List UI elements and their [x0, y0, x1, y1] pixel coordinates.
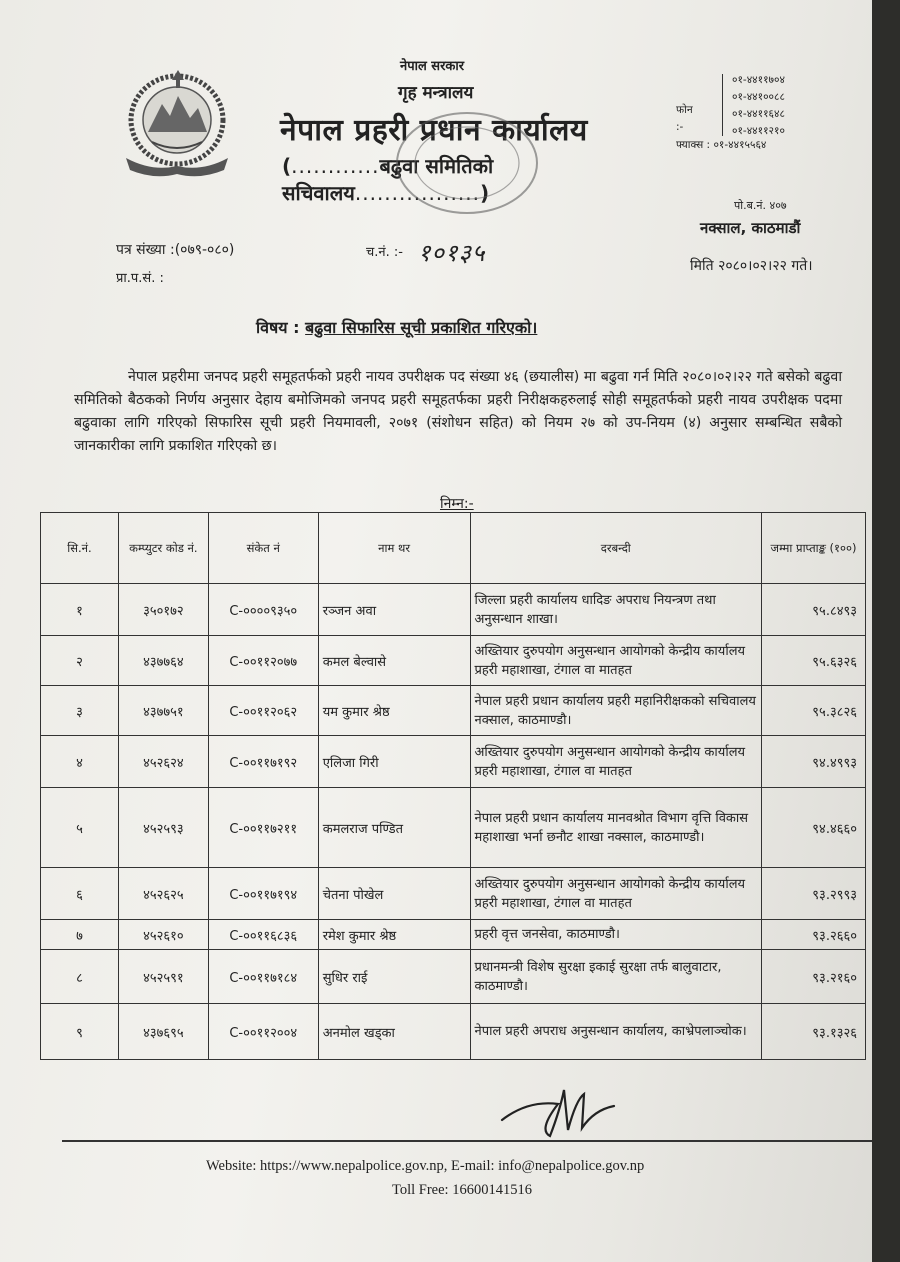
cell-symbol: C-००११६८३६ [208, 920, 318, 950]
header-computer-code: कम्प्युटर कोड नं. [118, 513, 208, 584]
cell-code: ४३७७५१ [118, 686, 208, 736]
footer-website: Website: https://www.nepalpolice.gov.np, E-mail: info@nepalpolice.gov.np [206, 1158, 645, 1174]
table-row [41, 1004, 866, 1060]
po-box: पो.ब.नं. ४०७ [734, 199, 787, 212]
date-value: २०८०।०२।२२ गते। [718, 258, 813, 274]
fax-number: ०१-४४१५५६४ [713, 139, 767, 151]
nepal-emblem-icon [112, 62, 242, 182]
cell-name: रञ्जन अवा [318, 584, 470, 636]
letter-date [690, 256, 813, 275]
phone-label: फोन :- [676, 104, 693, 133]
cell-name: चेतना पोखेल [318, 868, 470, 920]
table-row [41, 636, 866, 686]
cell-name: कमल बेल्वासे [318, 636, 470, 686]
cell-posting: अख्तियार दुरुपयोग अनुसन्धान आयोगको केन्द्रीय कार्यालय प्रहरी महाशाखा, टंगाल वा मातहत [470, 736, 762, 788]
table-row [41, 736, 866, 788]
cell-marks: ९५.८४९३ [762, 584, 866, 636]
secretariat-line: (............बढुवा समितिको सचिवालय.................) [282, 154, 494, 205]
cell-name: अनमोल खड्का [318, 1004, 470, 1060]
cell-symbol: C-००११२००४ [208, 1004, 318, 1060]
body-paragraph [74, 366, 842, 458]
list-heading: निम्न:- [440, 496, 474, 512]
reference-number [116, 240, 234, 259]
body-text: नेपाल प्रहरीमा जनपद प्रहरी समूहतर्फको प्रहरी नायव उपरीक्षक पद संख्या ४६ (छयालीस) मा बढुवा गर्न मिति २०८०।०२।२२ गते बसेको बढुवा समितिको बैठकको निर्णय अनुसार देहाय बमोजिमको जनपद प्रहरी समूहतर्फका प्रहरी निरीक्षकहरुलाई सोही समूहतर्फको प्रहरी नायव उपरीक्षक पदमा बढुवाका लागि गरिएको सिफारिस सूची प्रहरी नियमावली, २०७१ (संशोधन सहित) को नियम २७ को उप-नियम (४) अनुसार सम्बन्धित सबैको जानकारीका लागि प्रकाशित गरिएको छ। [74, 369, 842, 454]
cell-name: रमेश कुमार श्रेष्ठ [318, 920, 470, 950]
recommendation-table [40, 512, 866, 1060]
cell-name: कमलराज पण्डित [318, 788, 470, 868]
cell-symbol: C-००११७१८४ [208, 950, 318, 1004]
cell-marks: ९३.२६६० [762, 920, 866, 950]
subject-text: बढुवा सिफारिस सूची प्रकाशित गरिएको। [305, 318, 538, 337]
cell-symbol: C-००११२०६२ [208, 686, 318, 736]
background-edge [872, 0, 900, 1262]
cell-sn: ५ [41, 788, 119, 868]
cell-symbol: C-००११७२११ [208, 788, 318, 868]
cell-code: ४३७७६४ [118, 636, 208, 686]
fax-line [676, 138, 766, 152]
footer-toll-free: Toll Free: 16600141516 [392, 1182, 532, 1198]
cell-marks: ९५.३८२६ [762, 686, 866, 736]
cell-posting: अख्तियार दुरुपयोग अनुसन्धान आयोगको केन्द्रीय कार्यालय प्रहरी महाशाखा, टंगाल वा मातहत [470, 868, 762, 920]
cell-code: ४५२६१० [118, 920, 208, 950]
header-symbol-no: संकेत नं [208, 513, 318, 584]
cell-marks: ९३.२९९३ [762, 868, 866, 920]
cell-posting: प्रधानमन्त्री विशेष सुरक्षा इकाई सुरक्षा तर्फ बालुवाटार, काठमाण्डौ। [470, 950, 762, 1004]
cell-posting: प्रहरी वृत्त जनसेवा, काठमाण्डौ। [470, 920, 762, 950]
cell-name: यम कुमार श्रेष्ठ [318, 686, 470, 736]
cell-code: ४५२५९३ [118, 788, 208, 868]
cell-posting: नेपाल प्रहरी प्रधान कार्यालय मानवश्रोत विभाग वृत्ति विकास महाशाखा भर्ना छनौट शाखा नक्साल, काठमाण्डौ। [470, 788, 762, 868]
cell-posting: नेपाल प्रहरी प्रधान कार्यालय प्रहरी महानिरीक्षकको सचिवालय नक्साल, काठमाण्डौ। [470, 686, 762, 736]
office-title: नेपाल प्रहरी प्रधान कार्यालय [280, 113, 588, 148]
cell-sn: २ [41, 636, 119, 686]
phone-number: ०१-४४११२१० [732, 125, 785, 137]
table-row [41, 950, 866, 1004]
cell-marks: ९३.२१६० [762, 950, 866, 1004]
cell-marks: ९३.१३२६ [762, 1004, 866, 1060]
cell-sn: ७ [41, 920, 119, 950]
cell-posting: नेपाल प्रहरी अपराध अनुसन्धान कार्यालय, काभ्रेपलाञ्चोक। [470, 1004, 762, 1060]
dispatch-label: च.नं. :- [366, 245, 403, 260]
cell-sn: ८ [41, 950, 119, 1004]
cell-sn: ३ [41, 686, 119, 736]
header-name: नाम थर [318, 513, 470, 584]
table-row [41, 584, 866, 636]
prapasa-label: प्रा.प.सं. : [116, 271, 164, 286]
cell-sn: १ [41, 584, 119, 636]
fax-label: फ्याक्स : [676, 139, 711, 151]
table-row [41, 788, 866, 868]
subject-label: विषय : [256, 318, 300, 337]
cell-symbol: C-००११२०७७ [208, 636, 318, 686]
cell-code: ४५२६२४ [118, 736, 208, 788]
header-posting: दरबन्दी [470, 513, 762, 584]
office-stamp-icon [392, 108, 542, 218]
cell-symbol: C-००११७१९४ [208, 868, 318, 920]
table-header-row [41, 513, 866, 584]
table-row [41, 686, 866, 736]
cell-marks: ९४.४९९३ [762, 736, 866, 788]
cell-code: ३५०१७२ [118, 584, 208, 636]
cell-code: ४५२५९१ [118, 950, 208, 1004]
ministry-label: गृह मन्त्रालय [398, 83, 474, 103]
cell-sn: ६ [41, 868, 119, 920]
dispatch-number: १०१३५ [418, 239, 486, 267]
cell-sn: ९ [41, 1004, 119, 1060]
reference-label: पत्र संख्या : [116, 242, 175, 258]
cell-symbol: C-००००९३५० [208, 584, 318, 636]
phone-number: ०१-४४११७०४ [732, 74, 785, 86]
cell-symbol: C-००११७१९२ [208, 736, 318, 788]
table-row [41, 920, 866, 950]
phone-number: ०१-४४१००८८ [732, 91, 785, 103]
office-address: नक्साल, काठमाडौं [700, 219, 801, 237]
cell-code: ४५२६२५ [118, 868, 208, 920]
date-label: मिति [690, 258, 714, 274]
cell-posting: अख्तियार दुरुपयोग अनुसन्धान आयोगको केन्द्रीय कार्यालय प्रहरी महाशाखा, टंगाल वा मातहत [470, 636, 762, 686]
government-label: नेपाल सरकार [400, 59, 465, 74]
phone-number: ०१-४४११६४८ [732, 108, 785, 120]
cell-posting: जिल्ला प्रहरी कार्यालय धादिङ अपराध नियन्त्रण तथा अनुसन्धान शाखा। [470, 584, 762, 636]
secretariat-label: बढुवा समितिको सचिवालय [282, 154, 494, 205]
cell-sn: ४ [41, 736, 119, 788]
header-sn: सि.नं. [41, 513, 119, 584]
subject-line [256, 316, 537, 338]
footer-divider [62, 1140, 874, 1142]
cell-marks: ९५.६३२६ [762, 636, 866, 686]
cell-marks: ९४.४६६० [762, 788, 866, 868]
header-total-marks: जम्मा प्राप्ताङ्क (१००) [762, 513, 866, 584]
cell-name: सुधिर राई [318, 950, 470, 1004]
cell-name: एलिजा गिरी [318, 736, 470, 788]
table-row [41, 868, 866, 920]
cell-code: ४३७६९५ [118, 1004, 208, 1060]
reference-value: (०७९-०८०) [174, 242, 235, 258]
